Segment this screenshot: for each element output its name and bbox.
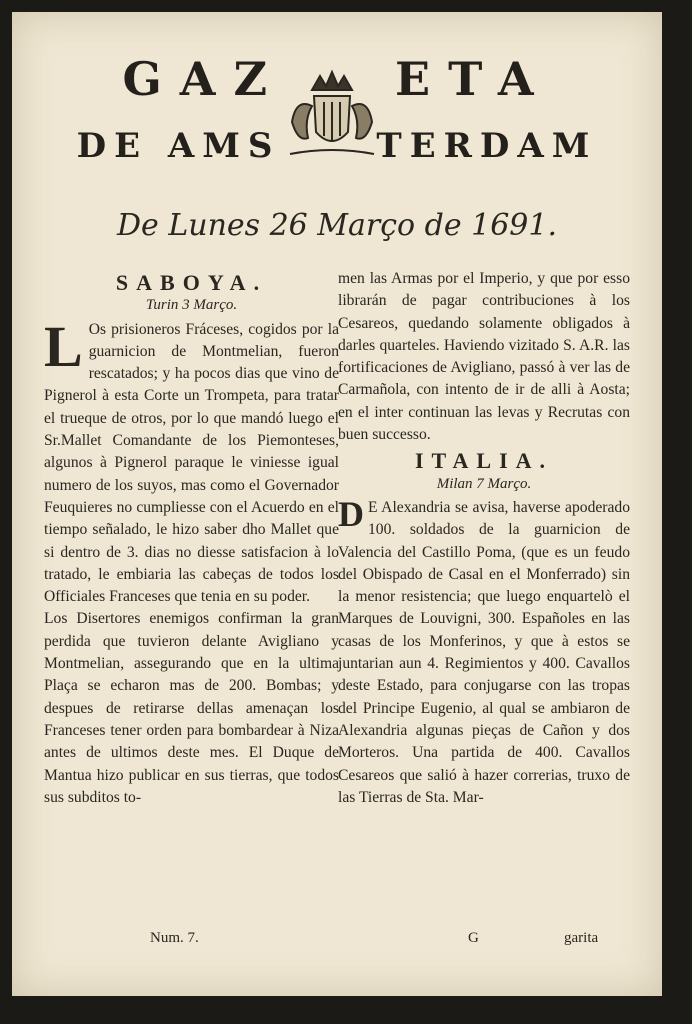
saboya-text-1: Os prisioneros Fráceses, cogidos por la guarnicion de Montmelian, fueron rescatados; y ha pocos dias que vino de Pignerol à esta Corte un Trompeta, para tratar el trueque de otros, por lo que mandó luego el Sr.Mallet Comandante de los Piemonteses, algunos à Pignerol paraque le viniesse igual numero de los suyos, mas como el Governador Feuquieres no cumpliesse con el Acuerdo en el tiempo señalado, le hizo saber dho Mallet que si dentro de 3. dias no diesse satisfacion à lo tratado, le embiaria las cabeças de todos los Officiales Franceses que tenia en su poder. [44,320,339,606]
signature-mark: G [468,930,479,946]
saboya-text-2: Los Disertores enemigos confirman la gran perdida que tuvieron delante Avigliano y Montmelian, assegurando que en la ultima Plaça se echaron mas de 200. Bombas; y despues de retirarse dellas amenaçan los Franceses tener orden para bombardear à Niza antes de ultimos deste mes. El Duque de Mantua hizo publicar en sus tierras, que todos sus subditos to- [44,610,339,806]
saboya-continuation [338,268,630,446]
section-title-saboya: SABOYA. [115,270,268,295]
saboya-paragraph-2 [44,608,339,809]
masthead-terdam: TERDAM [376,126,598,166]
dropcap-l: L [44,313,83,379]
catchword: garita [564,930,599,946]
italia-text: E Alexandria se avisa, haverse apoderado 100. soldados de la guarnicion de Valencia del Castillo Poma, (que es un feudo del Obispado de Casal en el Monferrado) sin la menor resistencia; que luego enquartelò el Marques de Louvigni, 300. Españoles en las casas de los Monferinos, y que à estos se juntarian aun 4. Regimientos y 400. Cavallos deste Estado, para conjugarse con las tropas del Principe Eugenio, al qual se ambiaron de Alexandria algunas pieças de Cañon y dos Morteros. Una partida de 400. Cavallos Cesareos que salió à hazer correrias, truxo de las Tierras de Sta. Mar- [338,498,630,806]
saboya-paragraph-1 [44,313,339,609]
dropcap-d: D [338,493,364,534]
left-column [44,268,339,809]
masthead-eta: ETA [395,52,552,106]
dateline-turin: Turin 3 Março. [145,297,238,314]
masthead-de-ams: DE AMS [76,126,281,166]
masthead-gaz: GAZ [122,52,286,106]
dateline-milan: Milan 7 Março. [436,475,532,492]
page-number: Num. 7. [150,930,199,946]
dateline: De Lunes 26 Março de 1691. [116,208,558,243]
italia-paragraph [338,493,630,809]
coat-of-arms-emblem [282,62,382,162]
section-title-italia: ITALIA. [414,448,554,474]
right-column [338,268,630,809]
saboya-continuation-text: men las Armas por el Imperio, y que por esso librarán de pagar contribuciones à los Cesareos, quedando solamente obligados à darles quarteles. Haviendo vizitado S. A.R. las fortificaciones de Avigliano, passó à ver las de Carmañola, con intento de ir de alli à Aosta; en el inter continuan las levas y Recrutas con buen successo. [338,270,630,444]
newspaper-page [12,12,662,996]
